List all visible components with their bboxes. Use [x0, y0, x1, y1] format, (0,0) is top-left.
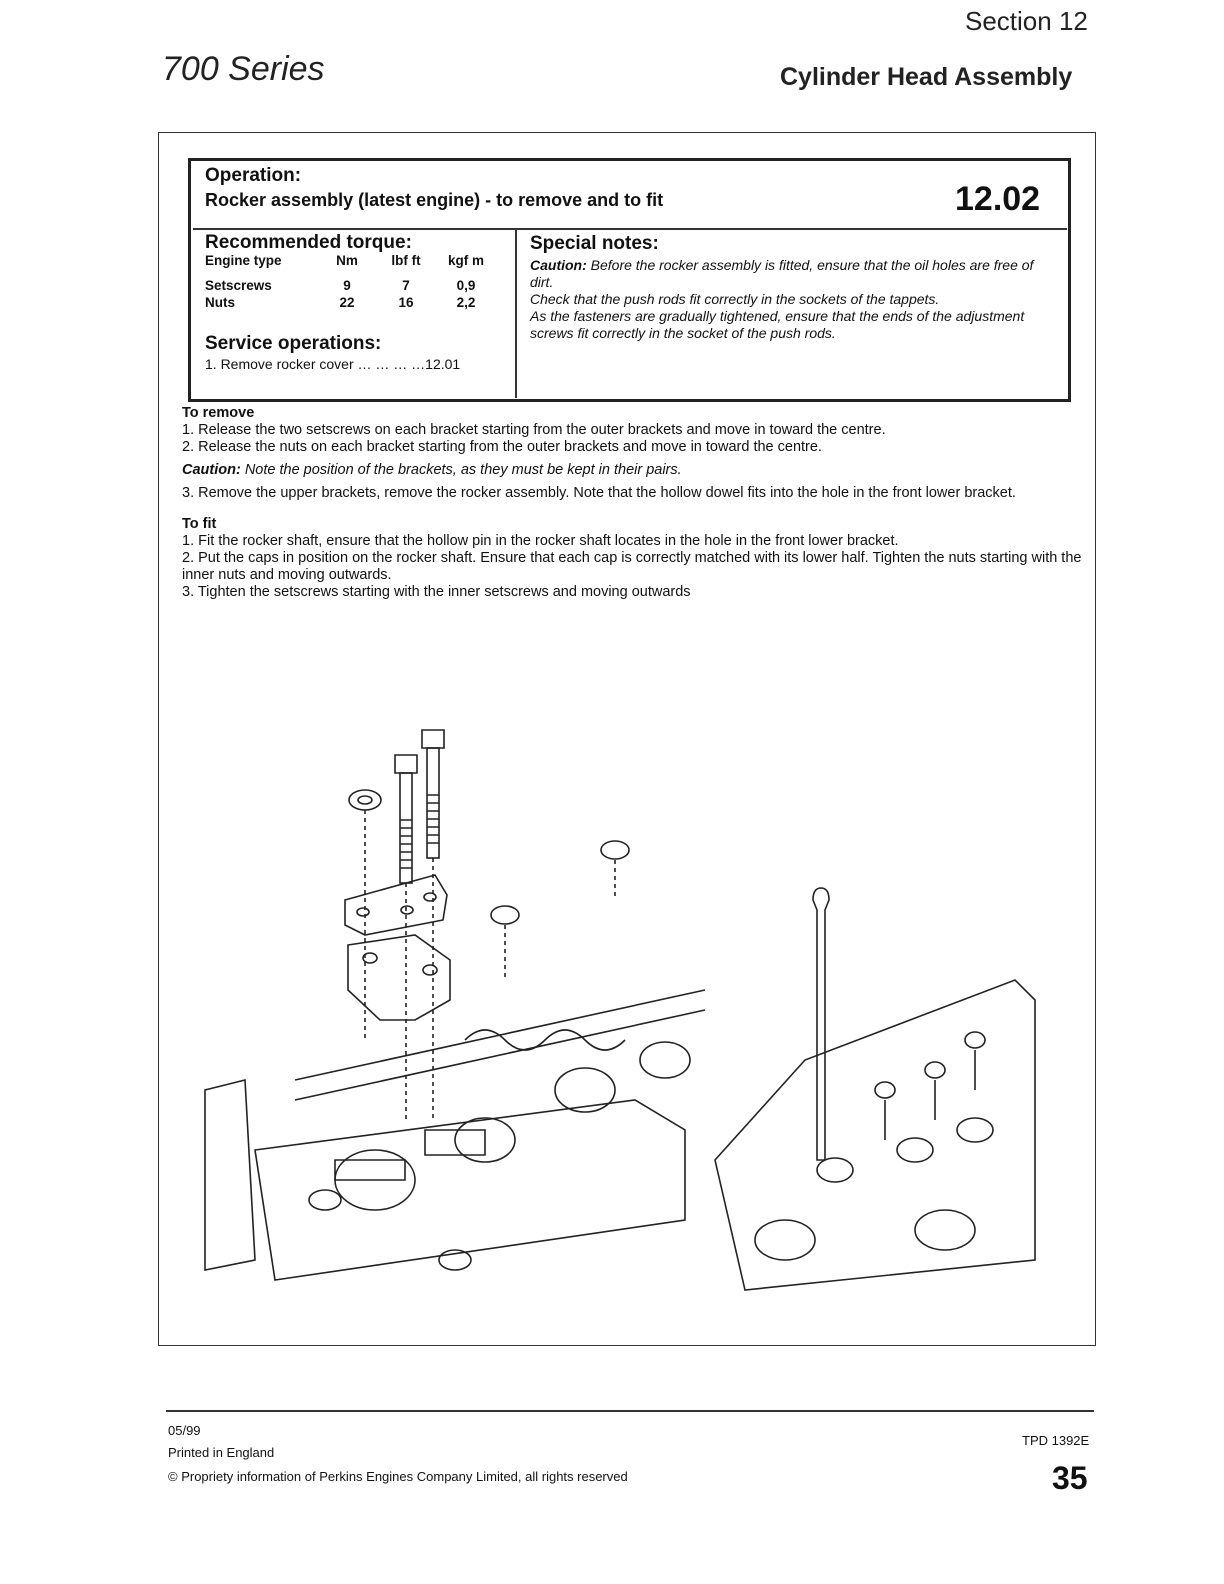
notes-caution	[530, 257, 1060, 291]
section-label: Section 12	[965, 6, 1088, 36]
rocker-assembly-illustration	[185, 700, 1055, 1300]
notes-line: As the fasteners are gradually tightened, ensure that the ends of the adjustment screws fit correctly in the socket of the push rods.	[530, 308, 1025, 341]
operation-number: 12.02	[955, 180, 1041, 218]
operation-title: Rocker assembly (latest engine) - to remove and to fit	[205, 190, 664, 210]
push-rod	[813, 888, 829, 1160]
torque-header-engine-type: Engine type	[205, 253, 282, 268]
operation-label: Operation:	[205, 165, 302, 186]
bolt-icon	[395, 730, 444, 883]
setscrew-lines	[365, 810, 615, 1120]
remove-step: 2. Release the nuts on each bracket starting from the outer brackets and move in toward the centre.	[182, 439, 822, 455]
to-remove-heading: To remove	[182, 405, 255, 421]
torque-cell: 22	[339, 295, 355, 310]
to-fit-heading: To fit	[182, 516, 217, 532]
remove-step: 1. Release the two setscrews on each bracket starting from the outer brackets and move in toward the centre.	[182, 422, 886, 438]
operation-divider	[193, 228, 1067, 230]
notes-line: Check that the push rods fit correctly in the sockets of the tappets.	[530, 291, 940, 307]
lower-bracket	[348, 935, 450, 1020]
rocker-shaft	[295, 990, 705, 1210]
caution-label: Caution:	[182, 462, 241, 478]
torque-heading: Recommended torque:	[205, 232, 412, 253]
series-title: 700 Series	[162, 50, 325, 88]
torque-cell: 9	[343, 278, 351, 293]
table-row	[205, 294, 497, 311]
table-row	[205, 277, 497, 294]
torque-header-lbf-ft: lbf ft	[391, 253, 421, 268]
caution-text: Note the position of the brackets, as they must be kept in their pairs.	[240, 462, 682, 478]
service-operations-heading: Service operations:	[205, 333, 382, 354]
instructions	[182, 405, 1082, 601]
caution-text: Before the rocker assembly is fitted, ensure that the oil holes are free of dirt.	[530, 257, 1034, 290]
torque-table	[205, 253, 497, 311]
torque-header-row	[205, 253, 497, 277]
fit-step: 1. Fit the rocker shaft, ensure that the hollow pin in the rocker shaft locates in the hole in the front lower bracket.	[182, 533, 899, 549]
torque-cell: Nuts	[205, 295, 235, 310]
special-notes-text	[530, 257, 1060, 342]
special-notes-heading: Special notes:	[530, 233, 659, 254]
footer-rule	[166, 1410, 1094, 1412]
remove-step: 3. Remove the upper brackets, remove the rocker assembly. Note that the hollow dowel fits into the hole in the front lower bracket.	[182, 485, 1016, 501]
cylinder-head-right	[715, 980, 1035, 1290]
footer-date: 05/99	[168, 1423, 201, 1438]
chapter-title: Cylinder Head Assembly	[780, 63, 1073, 91]
torque-cell: 16	[398, 295, 414, 310]
footer-document-code: TPD 1392E	[1022, 1433, 1090, 1448]
remove-caution	[182, 462, 1082, 479]
torque-header-nm: Nm	[336, 253, 358, 268]
upper-bracket	[345, 875, 447, 935]
torque-cell: 0,9	[456, 278, 476, 293]
service-operation-item: 1. Remove rocker cover … … … …12.01	[205, 356, 461, 372]
nut-icon	[349, 790, 629, 924]
footer-copyright: © Propriety information of Perkins Engines Company Limited, all rights reserved	[168, 1469, 628, 1484]
fit-step: 3. Tighten the setscrews starting with the inner setscrews and moving outwards	[182, 584, 691, 600]
cylinder-head-left	[205, 1080, 685, 1280]
page-number: 35	[1052, 1460, 1088, 1496]
footer-printed: Printed in England	[168, 1445, 275, 1460]
caution-label: Caution:	[530, 257, 587, 273]
torque-header-kgf-m: kgf m	[447, 253, 484, 268]
torque-cell: 7	[402, 278, 410, 293]
fit-step: 2. Put the caps in position on the rocker shaft. Ensure that each cap is correctly matched with its lower half. Tighten the nuts starting with the inner nuts and moving outwards.	[182, 550, 1082, 583]
operation-column-divider	[515, 229, 517, 398]
torque-cell: 2,2	[456, 295, 476, 310]
torque-cell: Setscrews	[205, 278, 272, 293]
